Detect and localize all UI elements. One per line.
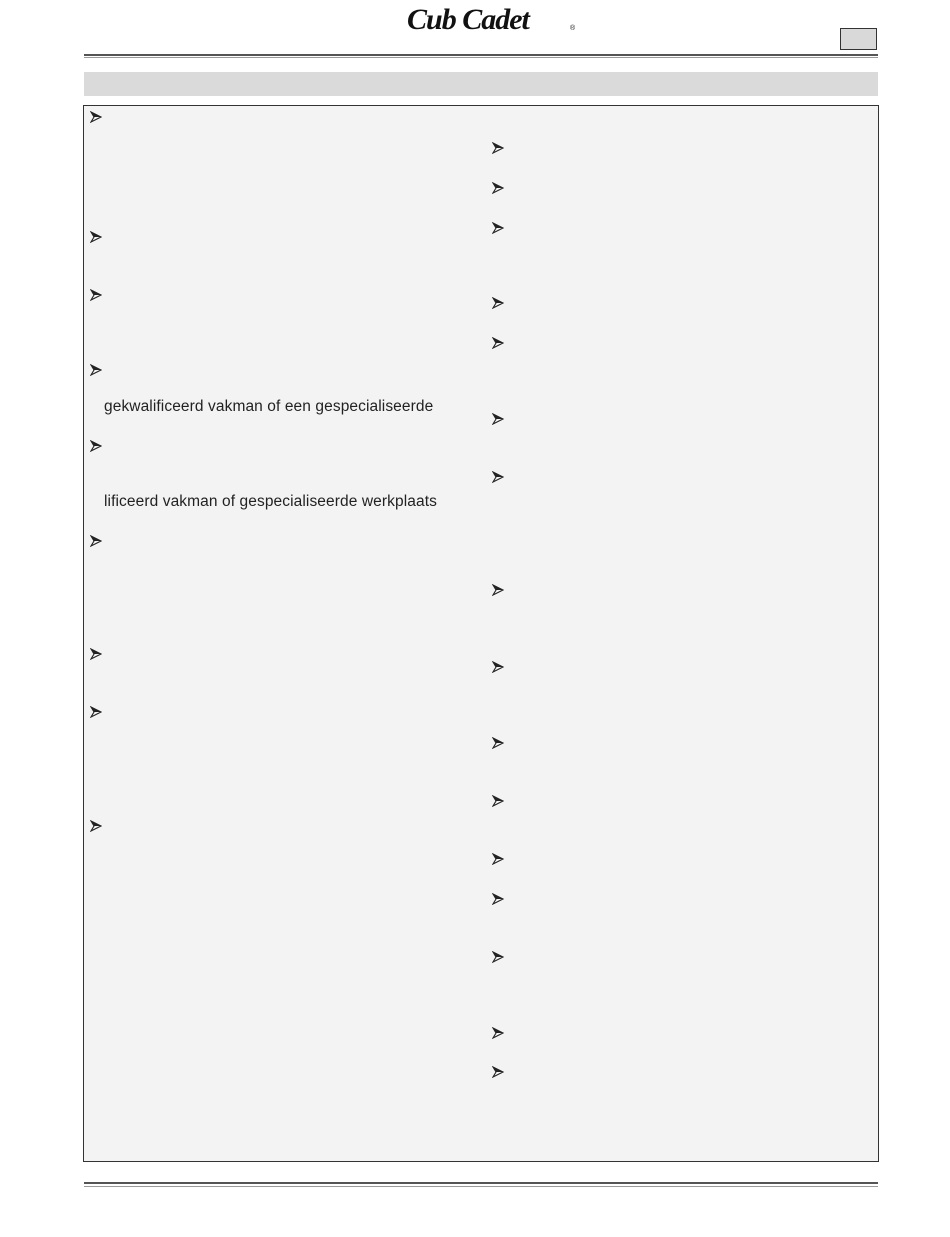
arrow-bullet-icon <box>90 289 102 301</box>
arrow-bullet-icon <box>90 648 102 660</box>
arrow-bullet-icon <box>90 231 102 243</box>
svg-text:Cub Cadet: Cub Cadet <box>407 3 529 36</box>
arrow-bullet-icon <box>492 471 504 483</box>
left-text-line-2: lificeerd vakman of gespecialiseerde werkplaats <box>104 493 437 510</box>
arrow-bullet-icon <box>492 737 504 749</box>
arrow-bullet-icon <box>90 820 102 832</box>
header-rule <box>84 54 878 56</box>
arrow-bullet-icon <box>492 1066 504 1078</box>
footer-rule <box>84 1182 878 1184</box>
arrow-bullet-icon <box>492 182 504 194</box>
header-rule-thin <box>84 57 878 58</box>
arrow-bullet-icon <box>492 1027 504 1039</box>
arrow-bullet-icon <box>492 413 504 425</box>
arrow-bullet-icon <box>492 337 504 349</box>
left-text-line-1: gekwalificeerd vakman of een gespecialiseerde <box>104 398 434 415</box>
arrow-bullet-icon <box>492 297 504 309</box>
footer-rule-thin <box>84 1186 878 1187</box>
arrow-bullet-icon <box>492 951 504 963</box>
page-number-box <box>840 28 877 50</box>
arrow-bullet-icon <box>90 111 102 123</box>
cub-cadet-logo <box>405 2 580 36</box>
section-title-bar <box>84 72 878 96</box>
svg-text:®: ® <box>570 25 576 32</box>
arrow-bullet-icon <box>90 706 102 718</box>
arrow-bullet-icon <box>492 893 504 905</box>
arrow-bullet-icon <box>492 142 504 154</box>
arrow-bullet-icon <box>90 535 102 547</box>
arrow-bullet-icon <box>492 222 504 234</box>
content-panel <box>83 105 879 1162</box>
arrow-bullet-icon <box>492 795 504 807</box>
cub-cadet-logo-icon <box>405 2 580 36</box>
arrow-bullet-icon <box>90 364 102 376</box>
arrow-bullet-icon <box>492 584 504 596</box>
arrow-bullet-icon <box>90 440 102 452</box>
arrow-bullet-icon <box>492 853 504 865</box>
arrow-bullet-icon <box>492 661 504 673</box>
